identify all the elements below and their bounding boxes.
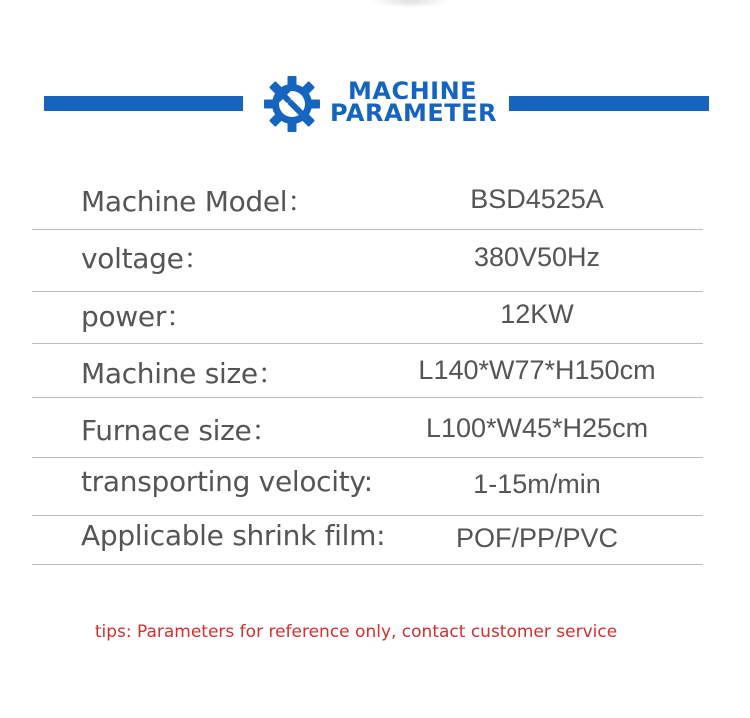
section-header	[0, 74, 750, 134]
param-value: L140*W77*H150cm	[418, 355, 656, 385]
table-row	[32, 170, 703, 230]
table-row	[32, 292, 703, 344]
page-title	[330, 77, 498, 127]
parameter-table	[32, 170, 703, 565]
tips-note: tips: Parameters for reference only, contact customer service	[94, 622, 618, 642]
param-label: Applicable shrink film:	[81, 519, 386, 552]
title-line-1: MACHINE	[348, 77, 478, 105]
table-row	[32, 344, 703, 398]
param-label: voltage：	[81, 242, 212, 275]
param-label: transporting velocity:	[81, 465, 373, 498]
header-bar-right	[509, 96, 709, 111]
top-shadow-decoration	[370, 0, 450, 8]
table-row	[32, 516, 703, 565]
header-bar-left	[44, 96, 243, 111]
param-label: power：	[81, 300, 194, 333]
table-row	[32, 230, 703, 292]
param-value: POF/PP/PVC	[455, 523, 619, 553]
param-value: BSD4525A	[470, 184, 604, 214]
gear-wrench-icon	[262, 74, 322, 134]
param-label: Machine size：	[81, 357, 286, 390]
param-value: 1-15m/min	[473, 469, 601, 499]
table-row	[32, 458, 703, 516]
table-row	[32, 398, 703, 458]
param-value: 380V50Hz	[473, 242, 601, 272]
param-label: Furnace size：	[81, 414, 280, 447]
param-label: Machine Model：	[81, 185, 315, 218]
title-line-2: PARAMETER	[330, 99, 498, 127]
param-value: 12KW	[500, 299, 574, 329]
param-value: L100*W45*H25cm	[425, 413, 649, 443]
